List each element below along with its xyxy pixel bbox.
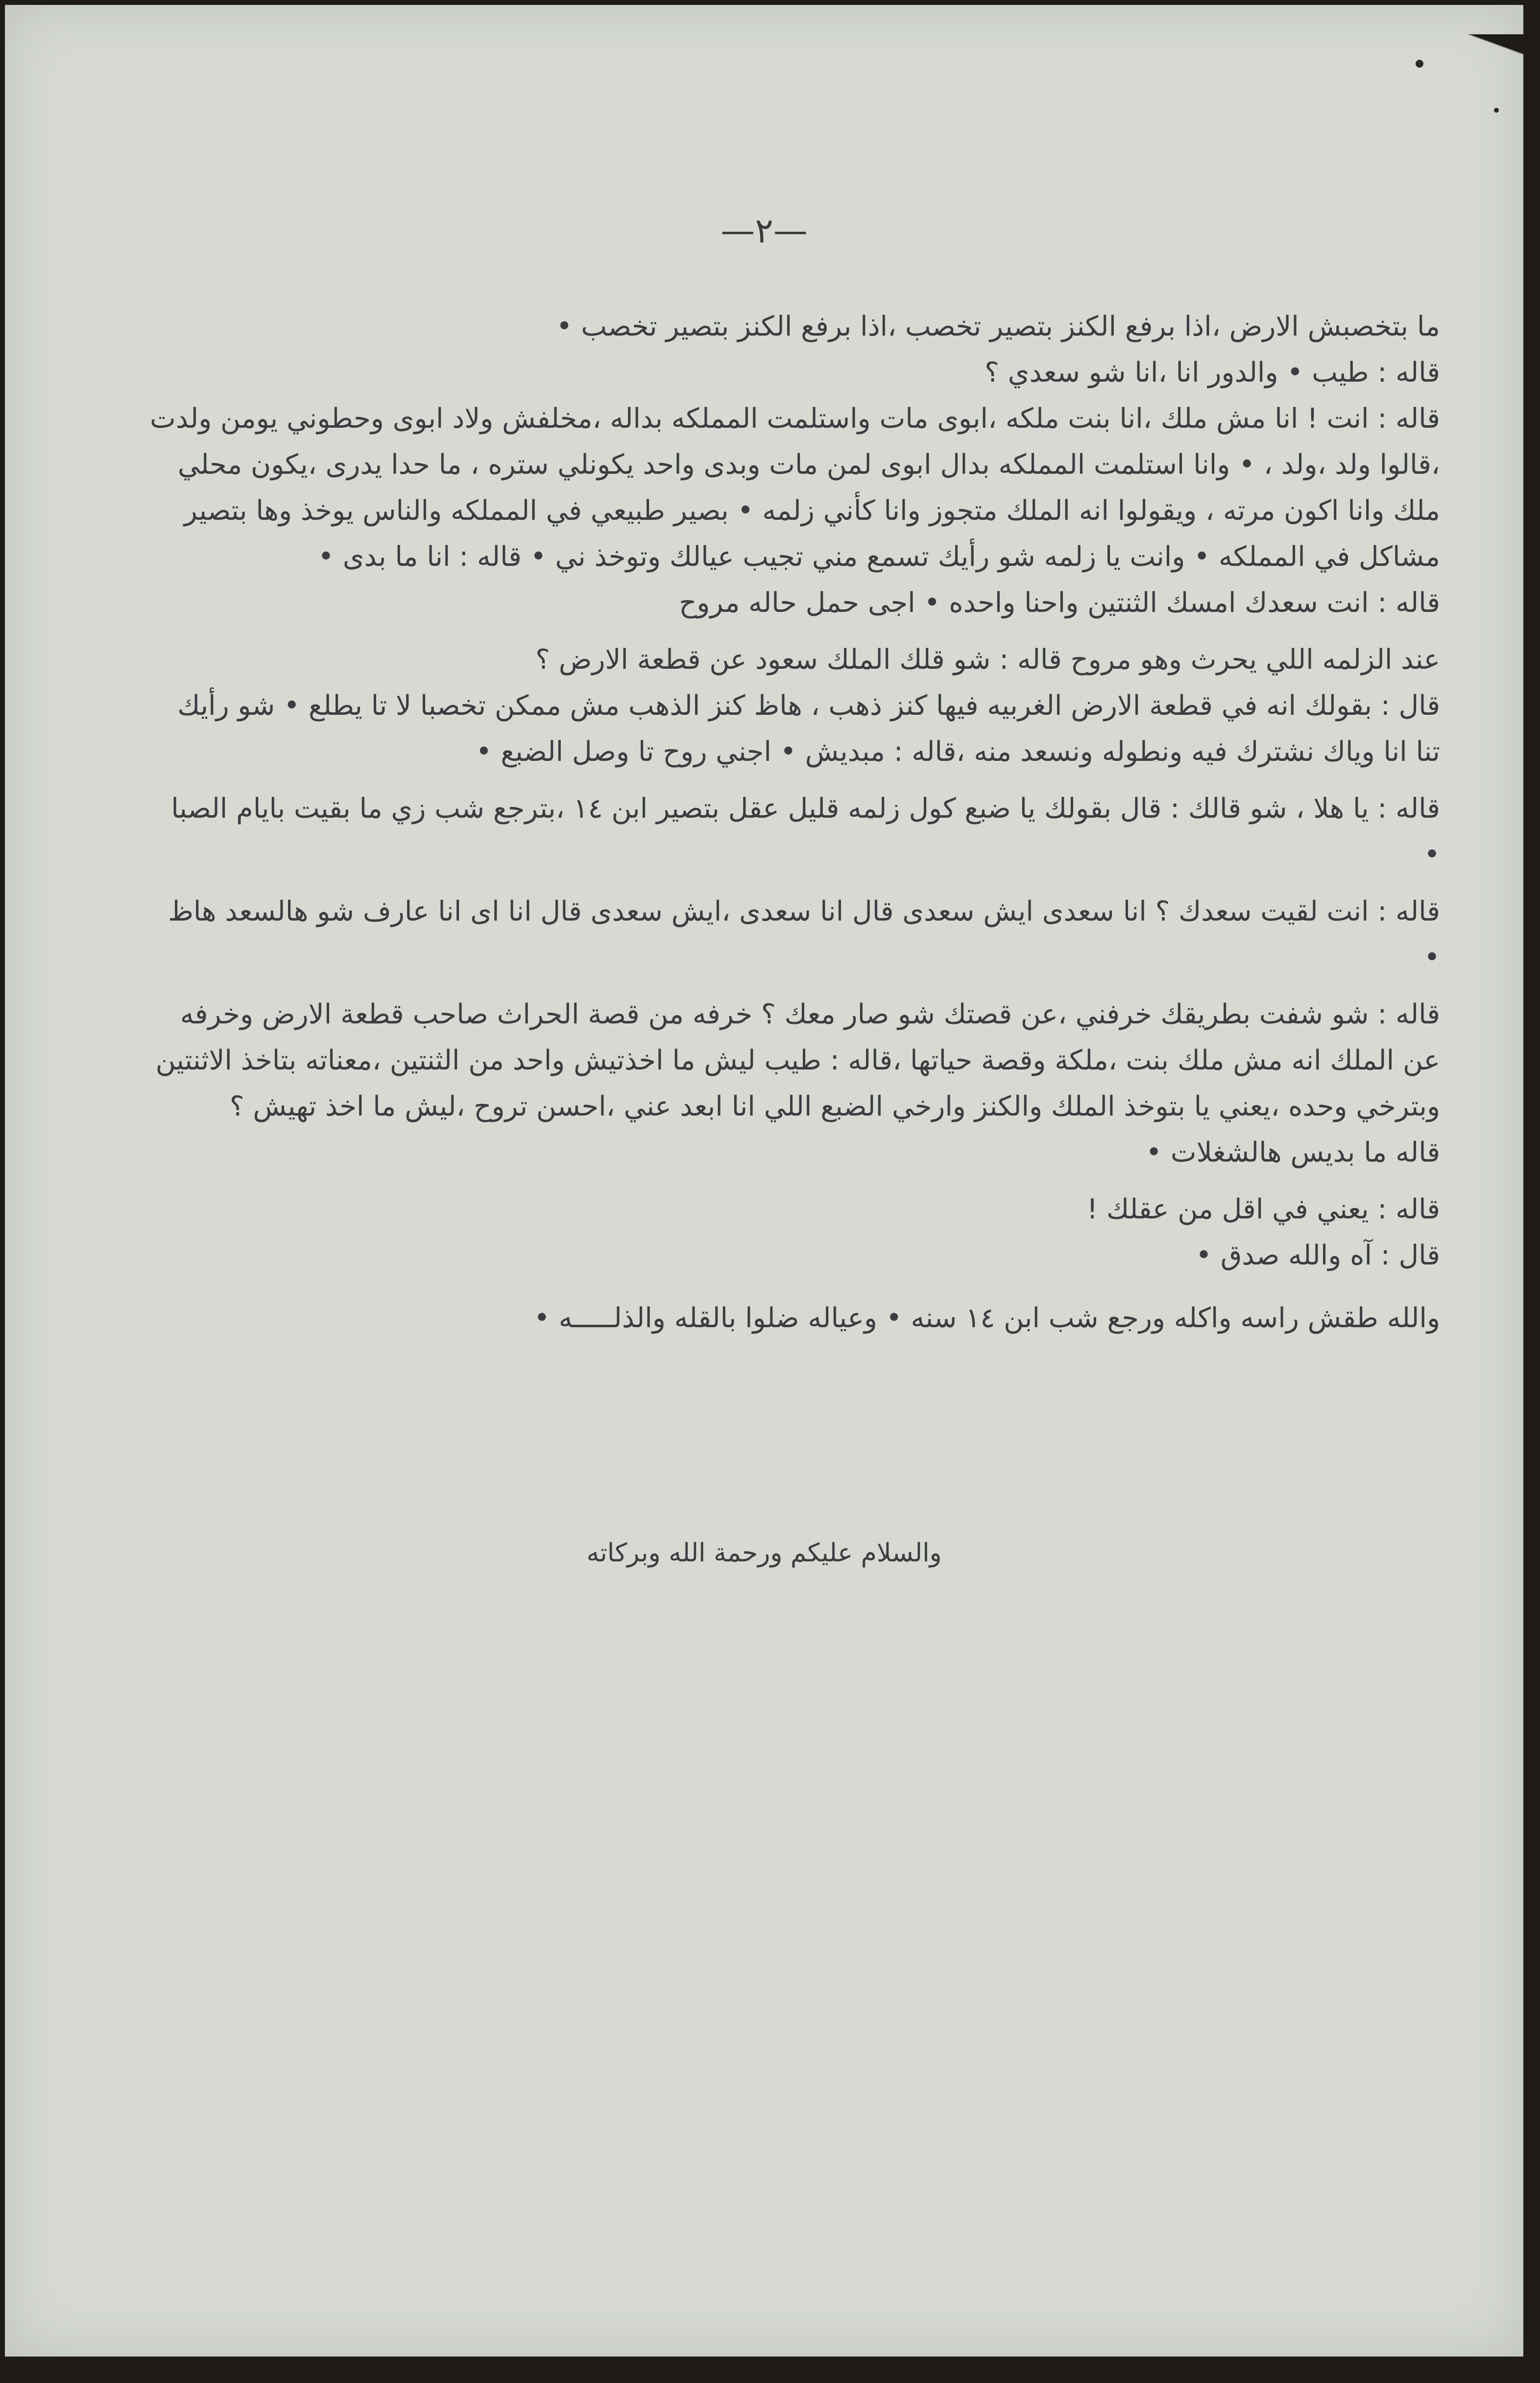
- page-number: —٢—: [721, 211, 808, 251]
- document-page: [5, 5, 1523, 2357]
- paragraph: قاله ما بديس هالشغلات •: [1146, 1137, 1440, 1168]
- paragraph: قاله : انت لقيت سعدك ؟ انا سعدى ايش سعدى قال انا سعدى ،ايش سعدى قال انا اى انا عارف شو هالسعد هاظ •: [168, 896, 1440, 973]
- paragraph: عند الزلمه اللي يحرث وهو مروح قاله : شو قلك الملك سعود عن قطعة الارض ؟: [535, 644, 1440, 676]
- paragraph: قال : آه والله صدق •: [1196, 1240, 1440, 1271]
- paragraph: قاله : شو شفت بطريقك خرفني ،عن قصتك شو صار معك ؟ خرفه من قصة الحراث صاحب قطعة الارض وخرفه عن الملك انه مش ملك بنت ،ملكة وقصة حياتها ،قاله : طيب ليش ما اخذتيش واحد من الثنتين ،معناته بتاخذ الاثنتين وبترخي وحده ،يعني يا بتوخذ الملك والكنز وارخي الضبع اللي انا ابعد عني ،احسن تروح ،ليش ما اخذ تهيش ؟: [155, 998, 1440, 1122]
- paragraph: ما بتخصبش الارض ،اذا برفع الكنز بتصير تخصب ،اذا برفع الكنز بتصير تخصب •: [556, 311, 1440, 342]
- ink-dot: [1494, 108, 1499, 113]
- paragraph: قاله : انت ! انا مش ملك ،انا بنت ملكه ،ابوى مات واستلمت المملكه بداله ،مخلفش ولاد ابوى وحطوني يومن ولدت ،قالوا ولد ،ولد ، • وانا استلمت المملكه بدال ابوى لمن مات وبدى واحد يكونلي ستره ، ما حدا يدرى ،يكون محلي ملك وانا اكون مرته ، ويقولوا انه الملك متجوز وانا كأني زلمه • بصير طبيعي في المملكه والناس يوخذ وها بتصير مشاكل في المملكه • وانت يا زلمه شو رأيك تسمع مني تجيب عيالك وتوخذ ني • قاله : انا ما بدى •: [150, 403, 1440, 573]
- paragraph: قاله : انت سعدك امسك الثنتين واحنا واحده • اجى حمل حاله مروح: [679, 587, 1440, 619]
- paragraph: قال : بقولك انه في قطعة الارض الغربيه فيها كنز ذهب ، هاظ كنز الذهب مش ممكن تخصبا لا تا يطلع • شو رأيك تنا انا وياك نشترك فيه ونطوله ونسعد منه ،قاله : مبديش • اجني روح تا وصل الضبع •: [177, 690, 1440, 768]
- paragraph: قاله : يعني في اقل من عقلك !: [1086, 1193, 1440, 1225]
- closing-salutation: والسلام عليكم ورحمة الله وبركاته: [586, 1538, 942, 1568]
- paragraph: قاله : طيب • والدور انا ،انا شو سعدي ؟: [985, 357, 1440, 389]
- paragraph: قاله : يا هلا ، شو قالك : قال بقولك يا ضبع كول زلمه قليل عقل بتصير ابن ١٤ ،بترجع شب زي ما بقيت بايام الصبا •: [171, 793, 1440, 871]
- paragraph: والله طقش راسه واكله ورجع شب ابن ١٤ سنه • وعياله ضلوا بالقله والذلـــــه •: [533, 1302, 1440, 1334]
- torn-corner: [1435, 34, 1523, 162]
- ink-dot: [1416, 60, 1423, 68]
- letter-body: [147, 304, 1440, 1341]
